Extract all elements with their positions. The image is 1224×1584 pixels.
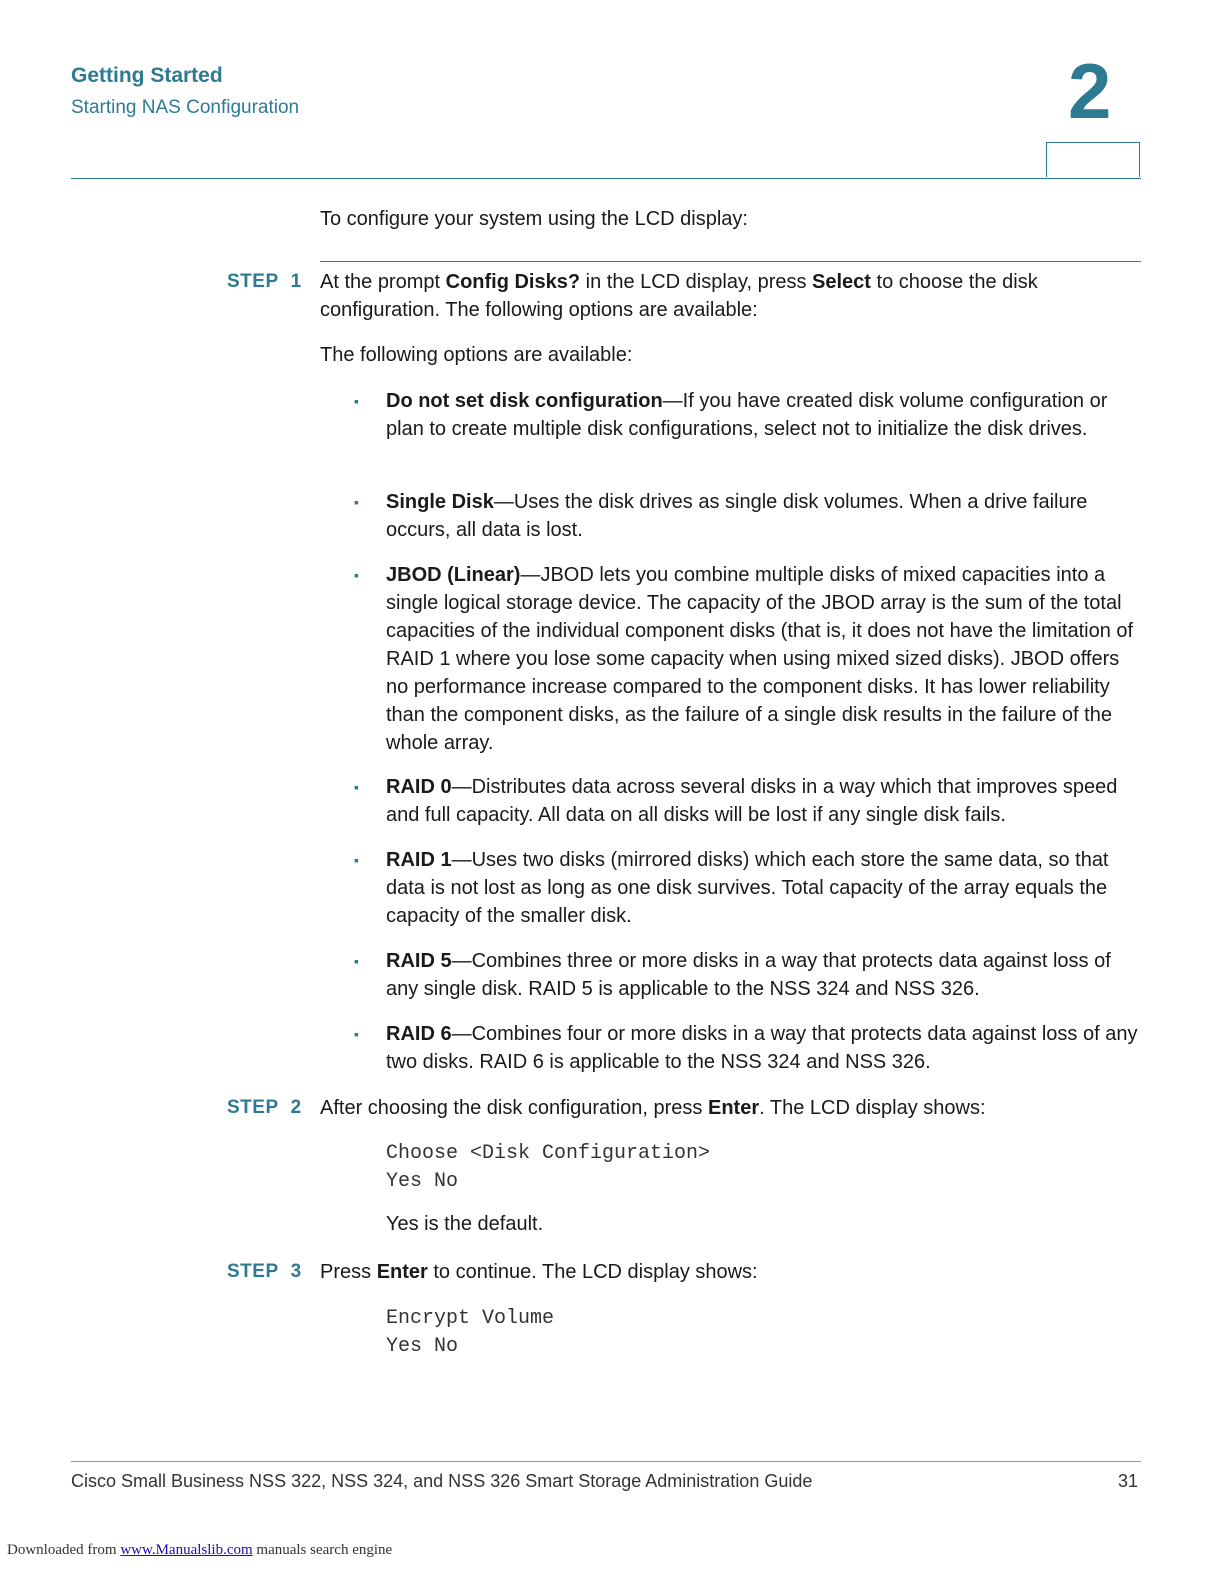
step-word: STEP: [227, 1097, 279, 1118]
footer-title: Cisco Small Business NSS 322, NSS 324, and NSS 326 Smart Storage Administration Guide: [71, 1471, 813, 1491]
page-number: 31: [1118, 1471, 1139, 1491]
step-2-label: [227, 1097, 302, 1119]
default-note: Yes is the default.: [386, 1213, 544, 1235]
option-term: RAID 5: [386, 950, 452, 972]
step-1-text: [320, 268, 1140, 324]
intro-text: To configure your system using the LCD display:: [320, 208, 748, 230]
lcd-line: Choose <Disk Configuration>: [386, 1142, 711, 1165]
step-number: 1: [290, 271, 302, 292]
chapter-tab-box: [1046, 142, 1140, 177]
option-desc: —Distributes data across several disks in a way which that improves speed and full capacity. All data on all disks will be lost if any single disk fails.: [386, 776, 1118, 826]
section-subtitle: Starting NAS Configuration: [71, 97, 300, 118]
bullet-icon: ▪: [354, 953, 359, 969]
option-term: JBOD (Linear): [386, 564, 521, 586]
step-3-label: [227, 1261, 302, 1283]
step-3-enter-term: Enter: [376, 1261, 428, 1283]
option-desc: —Combines three or more disks in a way that protects data against loss of any single disk. RAID 5 is applicable to the NSS 324 and NSS 326.: [386, 950, 1111, 1000]
step-1-label: [227, 271, 302, 293]
bullet-icon: ▪: [354, 393, 359, 409]
step-2-enter-term: Enter: [708, 1097, 760, 1119]
step-number: 3: [290, 1261, 302, 1282]
option-desc: —Uses two disks (mirrored disks) which each store the same data, so that data is not lost as long as one disk survives. Total capacity of the array equals the capacity of the smaller disk.: [386, 849, 1109, 927]
option-desc: —JBOD lets you combine multiple disks of mixed capacities into a single logical storage device. The capacity of the JBOD array is the sum of the total capacities of the individual component disks (that is, it does not have the limitation of RAID 1 where you lose some capacity when using mixed sized disks). JBOD offers no performance increase compared to the component disks. It has lower reliability than the component disks, as the failure of a single disk results in the failure of the whole array.: [386, 564, 1134, 754]
step-3-text-post: to continue. The LCD display shows:: [427, 1261, 758, 1283]
step-1-select-term: Select: [812, 271, 871, 293]
option-desc: —If you have created disk volume configuration or plan to create multiple disk configurations, select not to initialize the disk drives.: [386, 390, 1108, 440]
option-term: Single Disk: [386, 491, 494, 513]
bullet-icon: ▪: [354, 494, 359, 510]
option-desc: —Combines four or more disks in a way that protects data against loss of any two disks. RAID 6 is applicable to the NSS 324 and NSS 326.: [386, 1023, 1138, 1073]
option-term: Do not set disk configuration: [386, 390, 663, 412]
step-1-text-pre: At the prompt: [320, 271, 446, 293]
step-1-text-post: to choose the disk configuration. The following options are available:: [320, 271, 1038, 321]
download-suffix: manuals search engine: [252, 1542, 393, 1558]
option-term: RAID 0: [386, 776, 452, 798]
bullet-icon: ▪: [354, 852, 359, 868]
chapter-number: 2: [1068, 47, 1112, 135]
bullet-icon: ▪: [354, 779, 359, 795]
bullet-icon: ▪: [354, 1026, 359, 1042]
bullet-icon: ▪: [354, 567, 359, 583]
download-prefix: Downloaded from: [7, 1542, 121, 1558]
chapter-title: Getting Started: [71, 64, 223, 87]
step-number: 2: [290, 1097, 302, 1118]
step-1-prompt-term: Config Disks?: [445, 271, 581, 293]
options-intro: The following options are available:: [320, 344, 633, 366]
step-2-text-post: . The LCD display shows:: [759, 1097, 986, 1119]
step-2-text-pre: After choosing the disk configuration, press: [320, 1097, 708, 1119]
step-word: STEP: [227, 1261, 279, 1282]
lcd-line: Yes No: [386, 1170, 459, 1193]
step-3-text-pre: Press: [320, 1261, 377, 1283]
lcd-line: Encrypt Volume: [386, 1307, 555, 1330]
step-word: STEP: [227, 271, 279, 292]
header-rule: [71, 178, 1141, 179]
step-3-text: [320, 1258, 1140, 1286]
manualslib-link[interactable]: www.Manualslib.com: [120, 1542, 253, 1558]
intro-rule: [320, 261, 1141, 262]
footer-rule: [71, 1461, 1141, 1462]
option-term: RAID 6: [386, 1023, 452, 1045]
download-banner: [7, 1542, 392, 1559]
option-term: RAID 1: [386, 849, 452, 871]
step-2-text: [320, 1094, 1140, 1122]
option-desc: —Uses the disk drives as single disk volumes. When a drive failure occurs, all data is lost.: [386, 491, 1088, 541]
step-1-text-mid: in the LCD display, press: [580, 271, 813, 293]
lcd-line: Yes No: [386, 1335, 459, 1358]
